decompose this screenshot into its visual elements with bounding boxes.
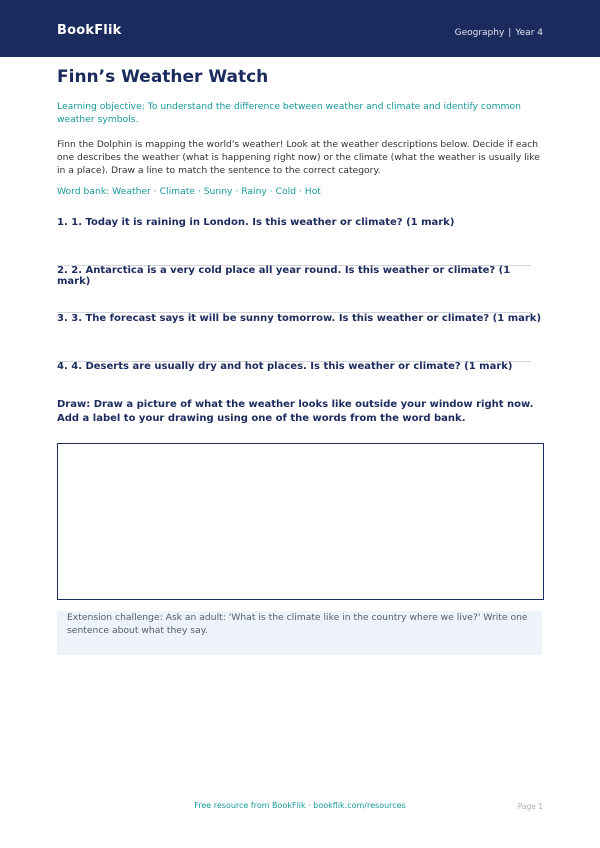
question-2: 2. 2. Antarctica is a very cold place all year round. Is this weather or climate? (1 mark)	[57, 265, 511, 287]
draw-prompt: Draw: Draw a picture of what the weather looks like outside your window right now. Add a label to your drawing using one of the words from the word bank.	[57, 399, 534, 424]
page-title: Finn’s Weather Watch	[57, 67, 269, 87]
question-3: 3. 3. The forecast says it will be sunny tomorrow. Is this weather or climate? (1 mark)	[57, 313, 542, 324]
drawing-box[interactable]	[57, 443, 544, 600]
intro-text: Finn the Dolphin is mapping the world's weather! Look at the weather descriptions below. Decide if each one describes the weather (what is happening right now) or the climate (what the weather is usually like in a place). Draw a line to match the sentence to the correct category.	[57, 139, 540, 176]
footer-text: Free resource from BookFlik · bookflik.com/resources	[194, 801, 406, 810]
level-label: Year 4	[515, 28, 543, 38]
word-bank: Word bank: Weather · Climate · Sunny · Rainy · Cold · Hot	[57, 186, 321, 197]
question-4: 4. 4. Deserts are usually dry and hot places. Is this weather or climate? (1 mark)	[57, 361, 513, 372]
header-separator: |	[508, 28, 512, 38]
page-number: Page 1	[517, 802, 543, 811]
brand-logo: BookFlik	[57, 23, 122, 38]
question-1: 1. 1. Today it is raining in London. Is this weather or climate? (1 mark)	[57, 217, 455, 228]
subject-label: Geography	[454, 28, 505, 38]
page-header	[0, 0, 600, 57]
extension-challenge	[57, 611, 542, 655]
header-meta	[455, 28, 543, 38]
extension-text: Extension challenge: Ask an adult: 'What is the climate like in the country where we live?' Write one sentence about what they say.	[67, 612, 528, 636]
learning-objective: Learning objective: To understand the difference between weather and climate and identify common weather symbols.	[57, 101, 521, 125]
